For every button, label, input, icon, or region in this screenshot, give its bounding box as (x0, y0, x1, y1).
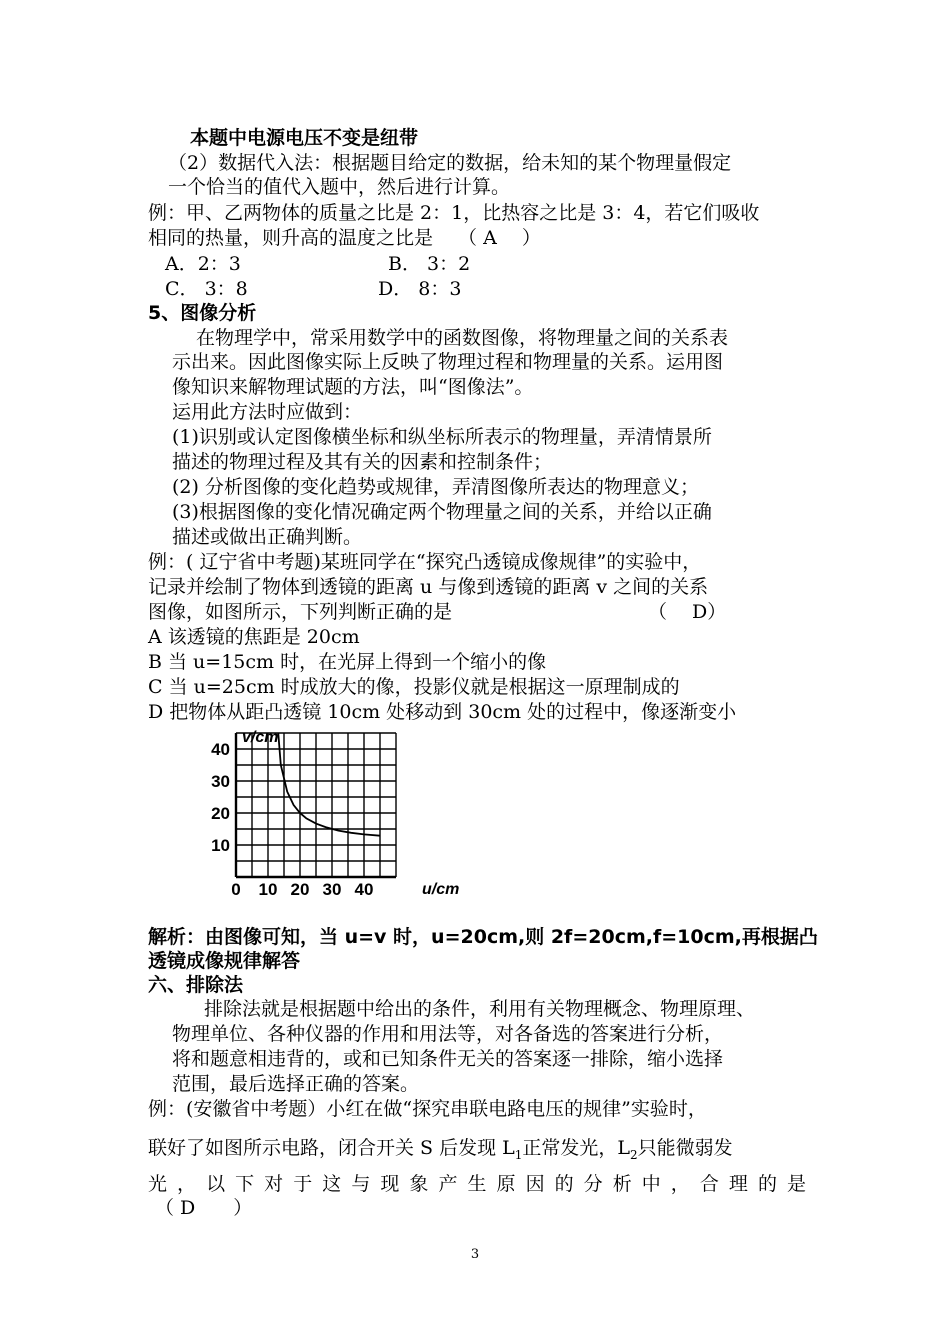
y-tick-label: 30 (211, 772, 230, 791)
x-tick-label: 20 (290, 880, 310, 899)
line-17: 描述或做出正确判断。 (172, 526, 363, 548)
line-11: 像知识来解物理试题的方法，叫“图像法”。 (172, 376, 534, 398)
line-19: 记录并绘制了物体到透镜的距离 u 与像到透镜的距离 v 之间的关系 (148, 576, 709, 598)
line-31: 范围，最后选择正确的答案。 (172, 1073, 420, 1095)
line-10: 示出来。因此图像实际上反映了物理过程和物理量的关系。运用图 (172, 351, 724, 373)
line-33-part-2: 正常发光，L (522, 1137, 631, 1159)
answer-mark: （ D） (648, 601, 727, 623)
x-tick-label: 40 (354, 880, 374, 899)
line-5: 相同的热量，则升高的温度之比是 （ A ） (148, 227, 541, 249)
line-4: 例：甲、乙两物体的质量之比是 2：1，比热容之比是 3：4，若它们吸收 (148, 202, 760, 224)
line-2: （2）数据代入法：根据题目给定的数据，给未知的某个物理量假定 (168, 152, 732, 174)
line-32: 例：(安徽省中考题）小红在做“探究串联电路电压的规律”实验时， (148, 1098, 707, 1120)
line-16: (3)根据图像的变化情况确定两个物理量之间的关系，并给以正确 (172, 501, 712, 523)
x-axis-label: u/cm (422, 881, 460, 898)
graph-grid (236, 733, 396, 877)
line-3: 一个恰当的值代入题中，然后进行计算。 (168, 176, 511, 198)
section-heading-6: 六、排除法 (148, 974, 244, 996)
line-20: 图像，如图所示，下列判断正确的是 (148, 601, 453, 623)
line-29: 物理单位、各种仪器的作用和用法等，对各备选的答案进行分析， (172, 1023, 724, 1045)
option-a: A．2：3 (165, 253, 241, 275)
line-18: 例：( 辽宁省中考题)某班同学在“探究凸透镜成像规律”的实验中， (148, 551, 702, 573)
y-tick-label: 10 (211, 836, 230, 855)
choice-d: D 把物体从距凸透镜 10cm 处移动到 30cm 处的过程中，像逐渐变小 (148, 701, 737, 723)
x-tick-label: 30 (322, 880, 342, 899)
line-1: 本题中电源电压不变是纽带 (190, 127, 419, 149)
line-12: 运用此方法时应做到： (172, 401, 363, 423)
choice-a: A 该透镜的焦距是 20cm (148, 626, 360, 648)
line-28: 排除法就是根据题中给出的条件，利用有关物理概念、物理原理、 (204, 998, 756, 1020)
line-33-part-3: 只能微弱发 (637, 1137, 733, 1159)
line-33 (148, 1136, 733, 1167)
y-axis-label: v/cm (242, 729, 279, 746)
choice-b: B 当 u=15cm 时，在光屏上得到一个缩小的像 (148, 651, 547, 673)
line-30: 将和题意相违背的，或和已知条件无关的答案逐一排除，缩小选择 (172, 1048, 724, 1070)
line-35: （ D ） (155, 1197, 253, 1219)
option-d: D． 8：3 (378, 278, 462, 300)
option-b: B． 3：2 (388, 253, 471, 275)
u-v-graph (196, 722, 478, 902)
x-tick-label: 0 (231, 880, 241, 899)
line-34: 光，以下对于这与现象产生原因的分析中，合理的是 (148, 1173, 806, 1195)
subscript-2: 2 (630, 1147, 638, 1162)
line-9: 在物理学中，常采用数学中的函数图像，将物理量之间的关系表 (196, 327, 729, 349)
y-tick-label: 20 (211, 804, 230, 823)
section-heading-5: 5、图像分析 (148, 302, 257, 324)
x-tick-label: 10 (258, 880, 278, 899)
choice-c: C 当 u=25cm 时成放大的像，投影仪就是根据这一原理制成的 (148, 676, 680, 698)
line-14: 描述的物理过程及其有关的因素和控制条件； (172, 451, 553, 473)
line-33-part-1: 联好了如图所示电路，闭合开关 S 后发现 L (148, 1137, 515, 1159)
page-number: 3 (470, 1247, 480, 1262)
option-c: C． 3：8 (165, 278, 248, 300)
analysis-line-1: 解析：由图像可知，当 u=v 时，u=20cm,则 2f=20cm,f=10cm,再根据凸 (148, 926, 818, 948)
line-15: (2) 分析图像的变化趋势或规律，弄清图像所表达的物理意义； (172, 476, 699, 498)
line-13: (1)识别或认定图像横坐标和纵坐标所表示的物理量，弄清情景所 (172, 426, 712, 448)
analysis-line-2: 透镜成像规律解答 (148, 950, 301, 972)
y-tick-label: 40 (211, 740, 230, 759)
subscript-1: 1 (514, 1147, 523, 1162)
